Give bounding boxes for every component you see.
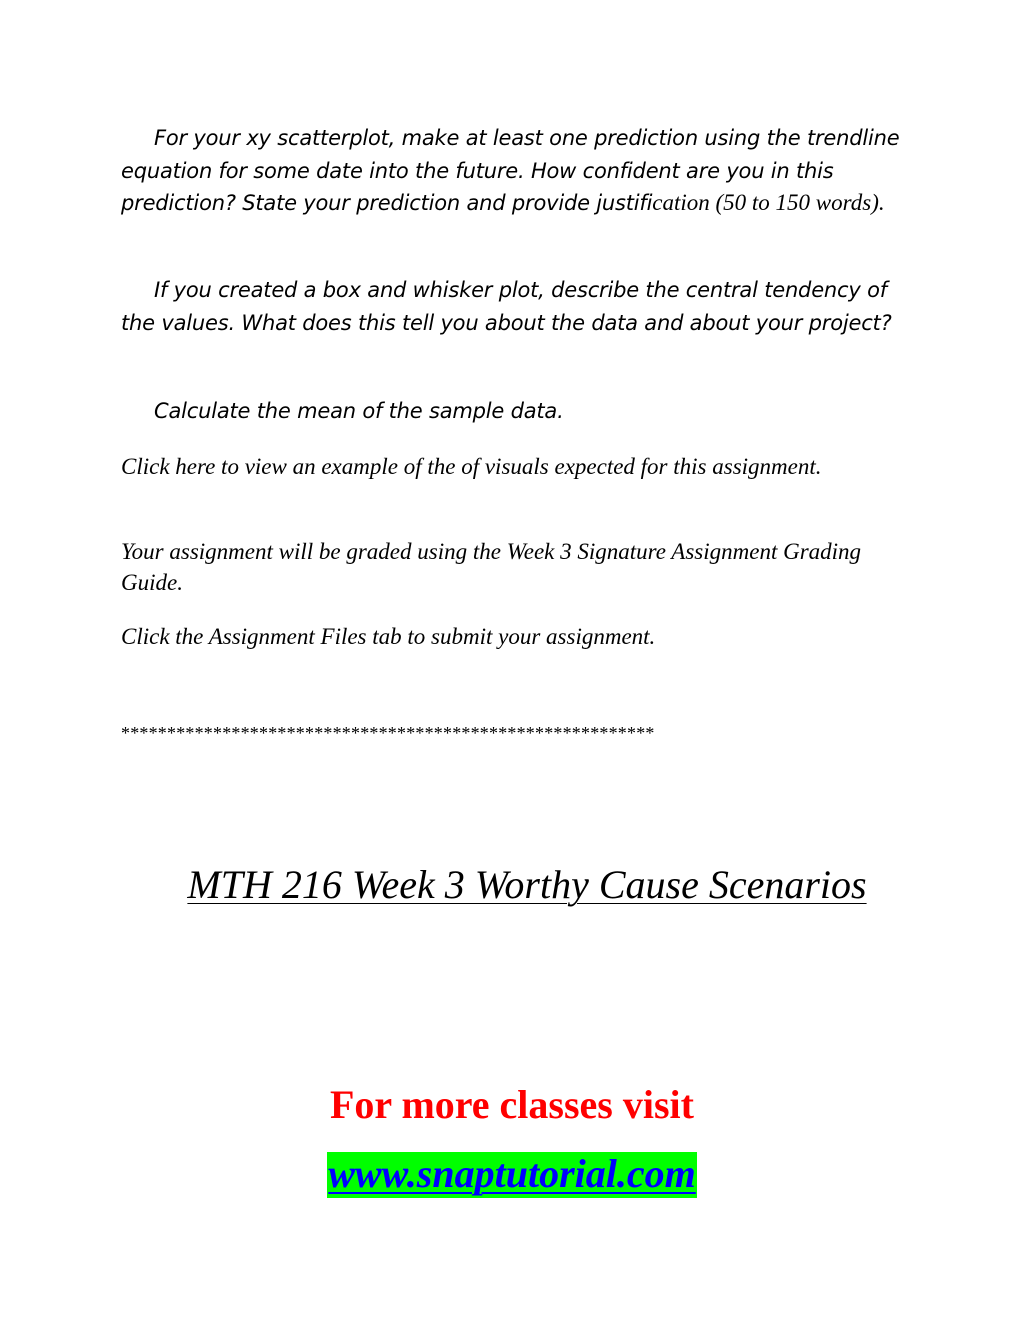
- snaptutorial-link[interactable]: www.snaptutorial.com: [328, 1151, 696, 1196]
- prediction-instruction-tail: cation (50 to 150 words).: [652, 190, 885, 215]
- prediction-instruction: [121, 122, 911, 220]
- example-visuals-note[interactable]: Click here to view an example of the of visuals expected for this assignment.: [121, 454, 822, 479]
- prediction-instruction-main: For your xy scatterplot, make at least one prediction using the trendline equation for some date into the future. How confident are you in this prediction? State your prediction and provide justifi: [121, 126, 900, 215]
- grading-guide-note: Your assignment will be graded using the Week 3 Signature Assignment Grading Guide.: [121, 539, 862, 595]
- asterisk-divider: **********************************************************: [121, 723, 655, 743]
- course-title: MTH 216 Week 3 Worthy Cause Scenarios: [187, 862, 867, 907]
- box-whisker-instruction: If you created a box and whisker plot, describe the central tendency of the values. What does this tell you about the data and about your project?: [121, 278, 892, 335]
- submit-note: Click the Assignment Files tab to submit your assignment.: [121, 624, 656, 649]
- site-link-wrapper: [0, 1152, 1024, 1198]
- promo-text: For more classes visit: [329, 1082, 694, 1127]
- mean-instruction: Calculate the mean of the sample data.: [154, 399, 564, 423]
